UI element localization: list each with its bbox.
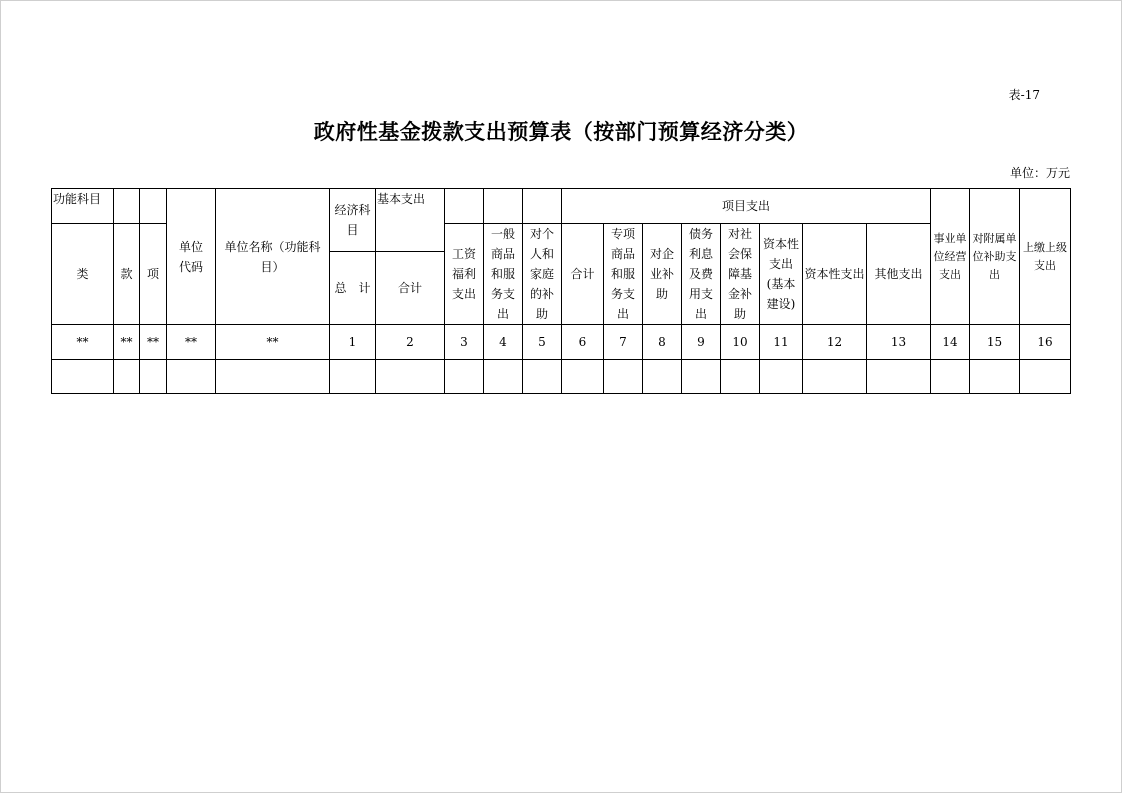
- header-wages: 工资福利支出: [445, 224, 484, 325]
- header-goods-services: 一般商品和服务支出: [484, 224, 523, 325]
- page-title: 政府性基金拨款支出预算表（按部门预算经济分类）: [313, 119, 809, 144]
- index-cell: **: [140, 325, 167, 360]
- data-cell: [376, 360, 445, 394]
- data-cell: [523, 360, 562, 394]
- index-cell: 11: [760, 325, 803, 360]
- header-unit-code: 单位代码: [167, 189, 216, 325]
- index-cell: 12: [803, 325, 867, 360]
- header-lei: 类: [52, 224, 114, 325]
- header-special-goods: 专项商品和服务支出: [604, 224, 643, 325]
- data-cell: [867, 360, 931, 394]
- budget-table: [51, 188, 1071, 394]
- data-cell: [604, 360, 643, 394]
- index-cell: 16: [1020, 325, 1071, 360]
- index-cell: 9: [682, 325, 721, 360]
- index-cell: **: [52, 325, 114, 360]
- index-cell: **: [216, 325, 330, 360]
- header-social-security: 对社会保障基金补助: [721, 224, 760, 325]
- header-basic-total: 合计: [376, 252, 445, 325]
- header-row-1: [52, 189, 1071, 224]
- header-other: 其他支出: [867, 224, 931, 325]
- index-cell: **: [167, 325, 216, 360]
- index-cell: **: [114, 325, 140, 360]
- data-cell: [216, 360, 330, 394]
- data-cell: [682, 360, 721, 394]
- header-remit-upper: 上缴上级支出: [1020, 189, 1071, 325]
- index-cell: 8: [643, 325, 682, 360]
- index-cell: 2: [376, 325, 445, 360]
- data-cell: [140, 360, 167, 394]
- header-total: 总 计: [330, 252, 376, 325]
- header-func-subject: 功能科目: [52, 189, 114, 224]
- table-number: 表-17: [1008, 88, 1040, 102]
- data-cell: [167, 360, 216, 394]
- header-basic-expenditure: 基本支出: [376, 189, 445, 252]
- header-blank-kuan: [114, 189, 140, 224]
- unit-label: 单位：万元: [1009, 166, 1070, 180]
- index-cell: 4: [484, 325, 523, 360]
- data-cell: [52, 360, 114, 394]
- index-cell: 1: [330, 325, 376, 360]
- data-cell: [562, 360, 604, 394]
- header-capital: 资本性支出: [803, 224, 867, 325]
- data-row: [52, 360, 1071, 394]
- header-blank-8: [484, 189, 523, 224]
- index-cell: 5: [523, 325, 562, 360]
- header-project-total: 合计: [562, 224, 604, 325]
- data-cell: [970, 360, 1020, 394]
- data-cell: [760, 360, 803, 394]
- index-row: [52, 325, 1071, 360]
- header-blank-xiang: [140, 189, 167, 224]
- index-cell: 10: [721, 325, 760, 360]
- data-cell: [484, 360, 523, 394]
- header-debt-interest: 债务利息及费用支出: [682, 224, 721, 325]
- header-econ-subject: 经济科目: [330, 189, 376, 252]
- header-enterprise-subsidy: 对企业补助: [643, 224, 682, 325]
- header-business-operation: 事业单位经营支出: [931, 189, 970, 325]
- header-individual-subsidy: 对个人和家庭的补助: [523, 224, 562, 325]
- header-blank-7: [445, 189, 484, 224]
- header-project-expenditure: 项目支出: [562, 189, 931, 224]
- data-cell: [721, 360, 760, 394]
- header-capital-basic: 资本性支出(基本建设): [760, 224, 803, 325]
- data-cell: [445, 360, 484, 394]
- header-blank-9: [523, 189, 562, 224]
- data-cell: [643, 360, 682, 394]
- data-cell: [803, 360, 867, 394]
- index-cell: 15: [970, 325, 1020, 360]
- index-cell: 7: [604, 325, 643, 360]
- index-cell: 3: [445, 325, 484, 360]
- data-cell: [1020, 360, 1071, 394]
- header-xiang: 项: [140, 224, 167, 325]
- header-affiliated-subsidy: 对附属单位补助支出: [970, 189, 1020, 325]
- index-cell: 6: [562, 325, 604, 360]
- data-cell: [114, 360, 140, 394]
- index-cell: 13: [867, 325, 931, 360]
- data-cell: [931, 360, 970, 394]
- data-cell: [330, 360, 376, 394]
- header-kuan: 款: [114, 224, 140, 325]
- header-unit-name: 单位名称（功能科目）: [216, 189, 330, 325]
- index-cell: 14: [931, 325, 970, 360]
